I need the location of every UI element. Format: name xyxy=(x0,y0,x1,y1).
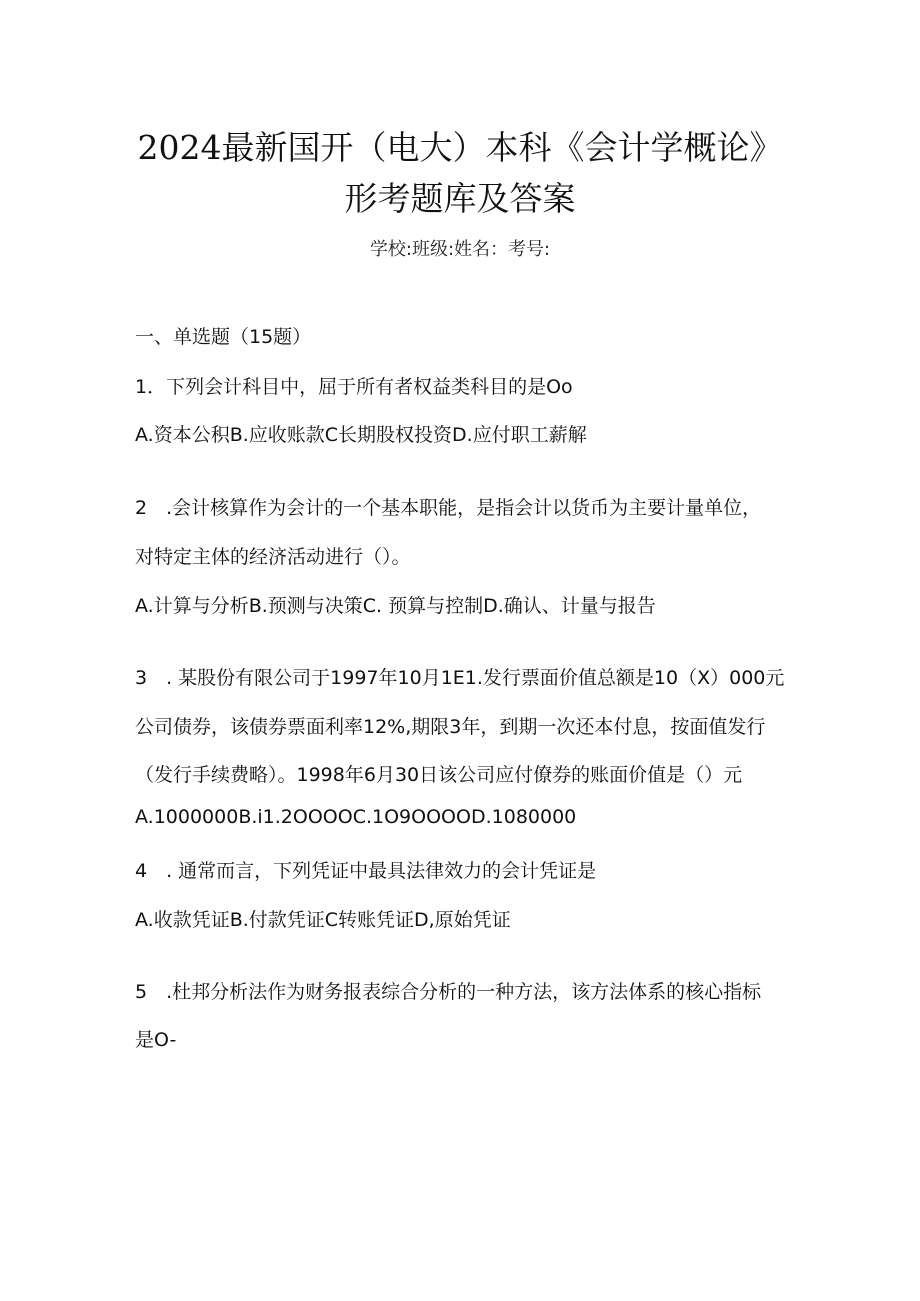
question-3-text: 3 . 某股份有限公司于1997年10月1E1.发行票面价值总额是10（X）000元 xyxy=(135,667,785,689)
section-heading: 一、单选题（15题） xyxy=(135,326,312,348)
question-1-options: A.资本公积B.应收账款C长期股权投资D.应付职工薪解 xyxy=(135,424,587,446)
question-3-text-cont-1: 公司债券，该债券票面利率12%,期限3年，到期一次还本付息，按面值发行 xyxy=(135,716,766,738)
question-5-text: 5 .杜邦分析法作为财务报表综合分析的一种方法，该方法体系的核心指标 xyxy=(135,981,762,1003)
question-4-text: 4 . 通常而言，下列凭证中最具法律效力的会计凭证是 xyxy=(135,860,597,882)
document-title-line-2: 形考题库及答案 xyxy=(344,179,576,218)
question-3-text-cont-2: （发行手续费略）。1998年6月30日该公司应付僚券的账面价值是（）元 xyxy=(135,764,743,786)
question-5-text-cont: 是O- xyxy=(135,1029,177,1051)
question-3-options: A.1000000B.i1.2OOOOC.1O9OOOOD.1080000 xyxy=(135,806,577,828)
document-title-line-1: 2024最新国开（电大）本科《会计学概论》 xyxy=(137,128,783,167)
question-1-text: 1．下列会计科目中，屈于所有者权益类科目的是Oo xyxy=(135,376,573,398)
question-2-options: A.计算与分析B.预测与决策C. 预算与控制D.确认、计量与报告 xyxy=(135,595,656,617)
question-2-text-cont: 对特定主体的经济活动进行（）。 xyxy=(135,546,411,568)
question-2-text: 2 .会计核算作为会计的一个基本职能，是指会计以货币为主要计量单位， xyxy=(135,497,762,519)
question-4-options: A.收款凭证B.付款凭证C转账凭证D,原始凭证 xyxy=(135,909,511,931)
student-info-line: 学校:班级:姓名：考号: xyxy=(369,239,551,260)
